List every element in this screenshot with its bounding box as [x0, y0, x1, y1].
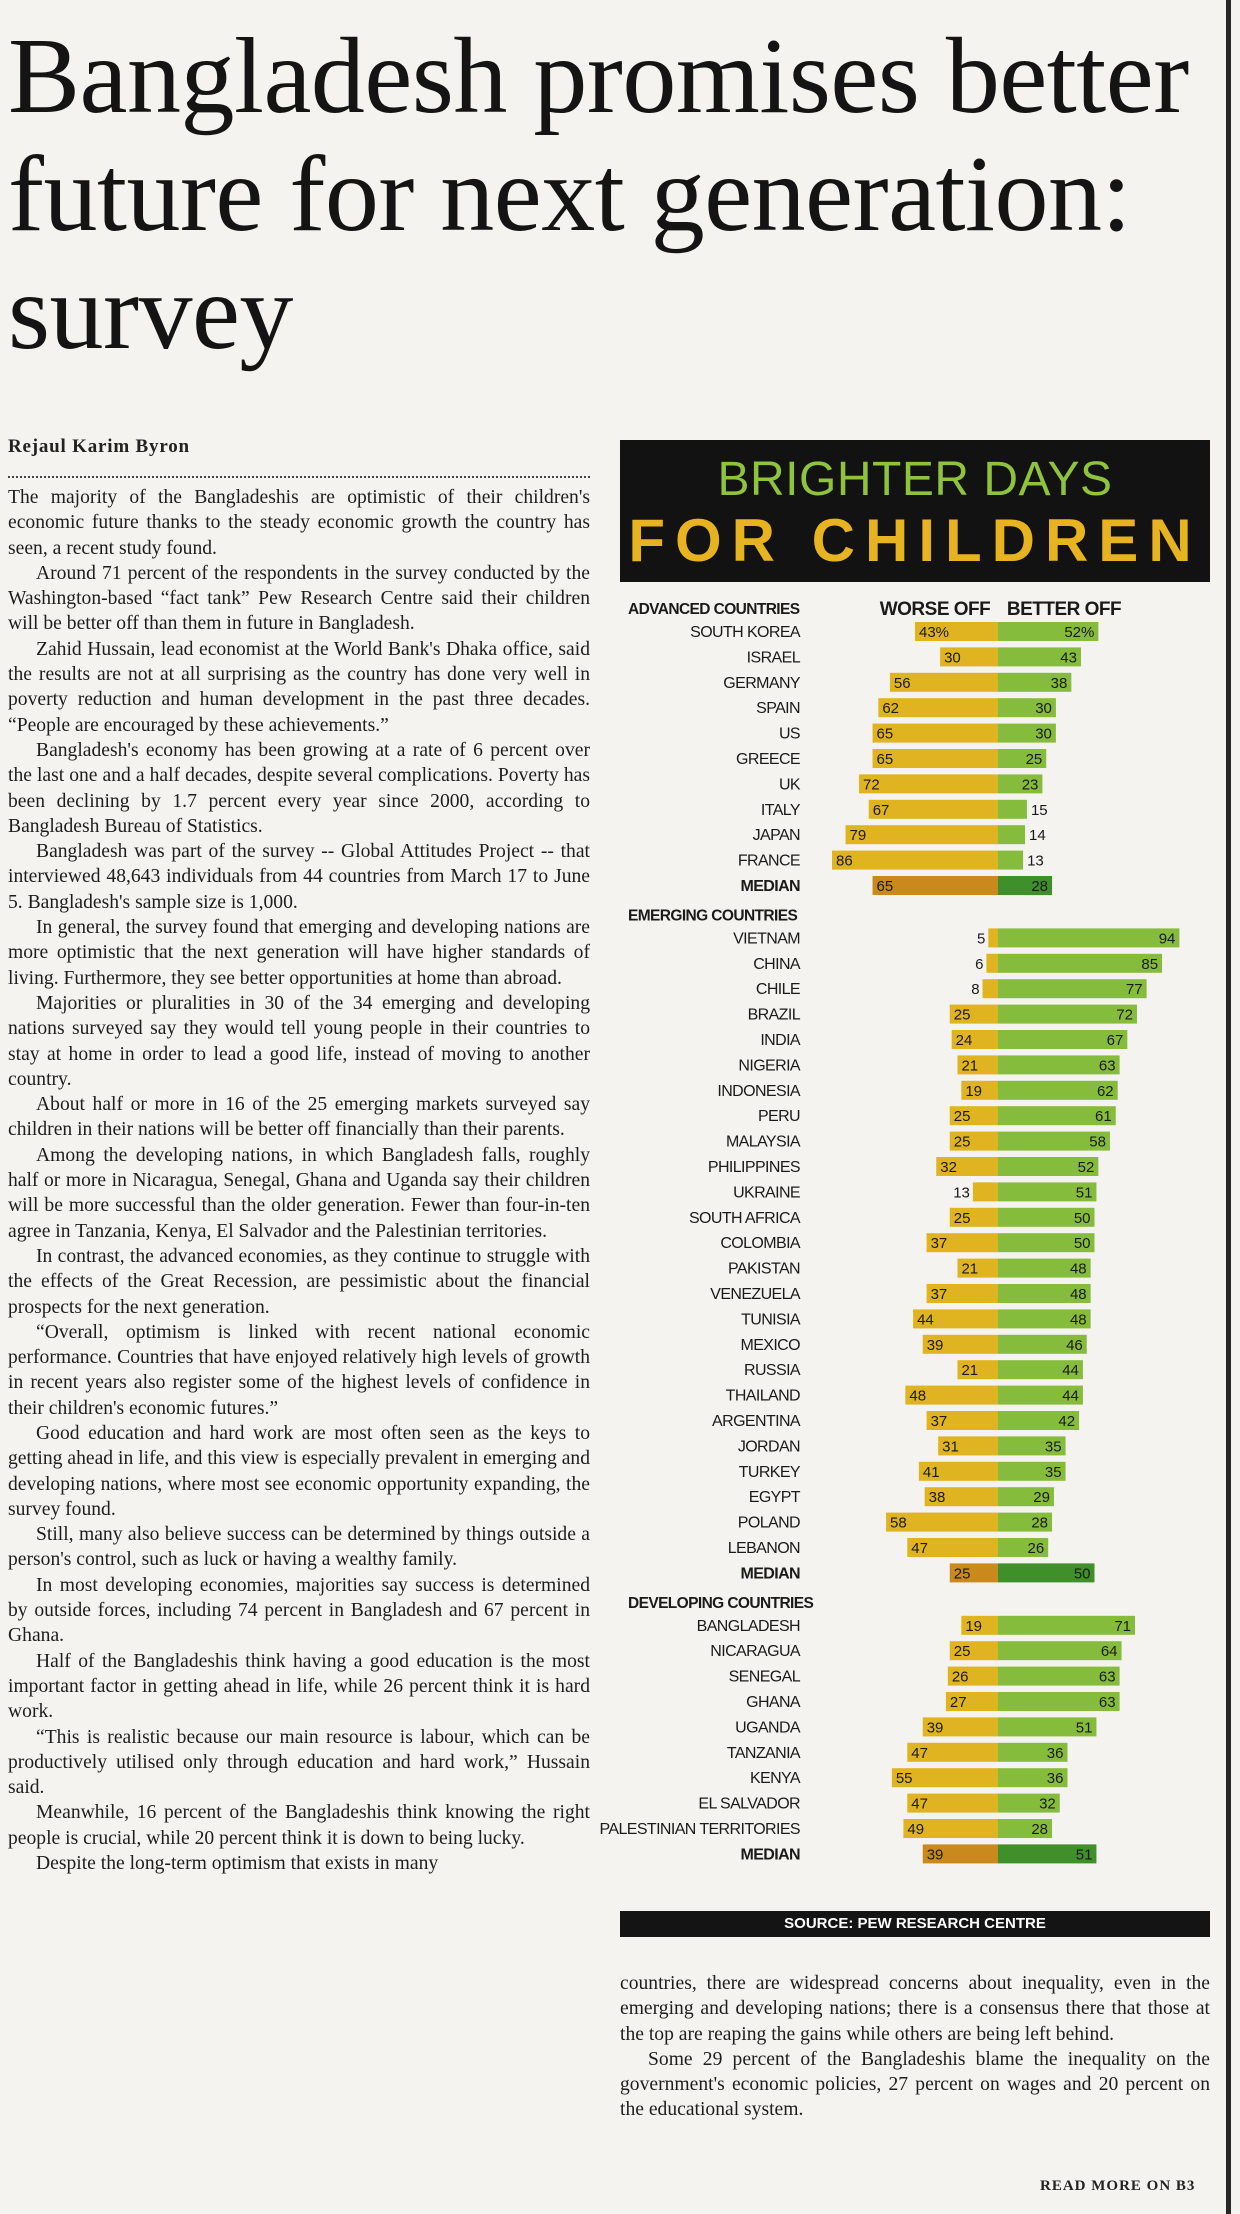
better-off-value: 48 — [1069, 1286, 1087, 1303]
better-off-value: 50 — [1073, 1565, 1091, 1583]
country-label: RUSSIA — [744, 1362, 800, 1380]
worse-off-value: 39 — [926, 1336, 944, 1354]
better-off-bar — [998, 851, 1023, 870]
better-off-bar — [998, 800, 1027, 819]
worse-off-value: 37 — [930, 1235, 948, 1253]
read-more-link[interactable]: READ MORE ON B3 — [1040, 2178, 1196, 2194]
worse-off-value: 21 — [961, 1057, 979, 1075]
better-off-bar — [998, 928, 1179, 947]
country-label: UK — [778, 776, 800, 794]
survey-bar-chart — [599, 590, 1210, 1908]
worse-off-value: 79 — [849, 827, 867, 845]
worse-off-value: 19 — [965, 1617, 983, 1635]
median-label: MEDIAN — [740, 878, 800, 895]
article-paragraph: Around 71 percent of the respondents in the survey conducted by the Washington-based “fact tank” Pew Research Centre said their children will be better off than them in future in Bangladesh. — [8, 562, 590, 635]
better-off-value: 46 — [1066, 1336, 1083, 1354]
country-label: INDIA — [760, 1032, 800, 1049]
worse-off-value: 41 — [922, 1463, 940, 1481]
better-off-value: 36 — [1046, 1770, 1064, 1788]
worse-off-value: 49 — [907, 1821, 925, 1838]
article-paragraph: “This is realistic because our main resource is labour, which can be productively utilised only through education and hard work,” Hussain said. — [8, 1726, 590, 1799]
article-column-left — [8, 485, 590, 1876]
country-label: PHILIPPINES — [707, 1159, 800, 1176]
better-off-value: 28 — [1031, 1821, 1049, 1838]
article-paragraph: Meanwhile, 16 percent of the Bangladeshis think knowing the right people is crucial, while 20 percent think it is down to being lucky. — [8, 1802, 590, 1849]
better-off-value: 30 — [1035, 725, 1052, 743]
group-heading: DEVELOPING COUNTRIES — [628, 1594, 814, 1612]
article-paragraph: In most developing economies, majorities say success is determined by outside forces, including 74 percent in Bangladesh and 67 percent in Ghana. — [8, 1574, 590, 1647]
better-off-value: 51 — [1075, 1846, 1093, 1864]
country-label: ITALY — [760, 801, 800, 819]
worse-off-value: 25 — [953, 1133, 971, 1151]
better-off-value: 43 — [1060, 649, 1077, 667]
better-off-value: 13 — [1027, 852, 1044, 870]
worse-off-value: 48 — [909, 1387, 927, 1405]
better-off-value: 77 — [1125, 981, 1143, 999]
worse-off-value: 65 — [876, 751, 894, 768]
country-label: GREECE — [736, 751, 800, 768]
country-label: TUNISIA — [741, 1311, 800, 1329]
country-label: UKRAINE — [733, 1184, 800, 1202]
better-off-value: 48 — [1069, 1311, 1087, 1329]
worse-off-bar — [973, 1182, 998, 1201]
country-label: GHANA — [746, 1694, 800, 1711]
better-off-value: 32 — [1039, 1795, 1056, 1813]
worse-off-value: 47 — [911, 1744, 928, 1762]
better-off-value: 51 — [1075, 1184, 1093, 1202]
country-label: VIETNAM — [733, 930, 800, 948]
article-paragraph: Among the developing nations, in which Bangladesh falls, roughly half or more in Nicaragua, Senegal, Ghana and Uganda say their children will be more successful than the older generation. Fewer than four-in-ten agree in Tanzania, Kenya, El Salvador and the Palestinian territories. — [8, 1144, 590, 1242]
median-label: MEDIAN — [740, 1565, 800, 1583]
better-off-value: 42 — [1058, 1413, 1076, 1430]
worse-off-value: 6 — [975, 955, 984, 973]
article-paragraph: Some 29 percent of the Bangladeshis blame the inequality on the government's economic policies, 27 percent on wages and 20 percent on the educational system. — [620, 2048, 1210, 2121]
better-off-value: 14 — [1029, 827, 1046, 845]
country-label: SOUTH KOREA — [690, 624, 800, 641]
worse-off-value: 37 — [930, 1286, 948, 1303]
country-label: PALESTINIAN TERRITORIES — [599, 1821, 800, 1838]
better-off-bar — [998, 825, 1025, 844]
better-off-value: 23 — [1021, 776, 1039, 794]
column-rule — [1226, 0, 1231, 2214]
worse-off-bar — [983, 979, 998, 998]
better-off-value: 51 — [1075, 1719, 1093, 1737]
better-off-value: 63 — [1098, 1694, 1116, 1711]
better-off-value: 44 — [1062, 1362, 1079, 1380]
better-off-value: 28 — [1031, 1514, 1049, 1532]
worse-off-bar — [986, 954, 998, 973]
article-paragraph: countries, there are widespread concerns about inequality, even in the emerging and developing nations; there is a consensus there that those at the top are reaping the gains while others are being left behind. — [620, 1973, 1210, 2045]
country-label: MALAYSIA — [725, 1133, 800, 1151]
better-off-value: 50 — [1073, 1235, 1091, 1253]
better-off-value: 36 — [1046, 1744, 1064, 1762]
worse-off-value: 86 — [836, 852, 853, 870]
better-off-value: 58 — [1089, 1133, 1106, 1151]
worse-off-value: 32 — [940, 1159, 957, 1176]
better-off-value: 61 — [1095, 1108, 1112, 1126]
headline: Bangladesh promises better future for next generation: survey — [8, 17, 1189, 372]
chart-title-banner — [620, 440, 1210, 582]
country-label: GERMANY — [723, 674, 800, 692]
worse-off-bar — [846, 825, 998, 844]
country-label: EL SALVADOR — [698, 1795, 800, 1813]
better-off-value: 25 — [1025, 751, 1043, 768]
worse-off-value: 37 — [930, 1413, 948, 1430]
better-off-value: 62 — [1096, 1082, 1114, 1100]
worse-off-value: 8 — [971, 981, 980, 999]
better-off-value: 44 — [1062, 1387, 1079, 1405]
better-off-value: 35 — [1044, 1438, 1062, 1456]
country-label: ISRAEL — [746, 649, 800, 667]
better-off-bar — [998, 979, 1147, 998]
country-label: US — [778, 725, 800, 743]
better-off-value: 38 — [1050, 674, 1068, 692]
better-off-value: 52 — [1077, 1159, 1095, 1176]
article-paragraph: Good education and hard work are most often seen as the keys to getting ahead in life, and this view is especially prevalent in emerging and developing nations, where most see economic opportunity expanding, the survey found. — [8, 1422, 590, 1520]
better-off-value: 26 — [1027, 1540, 1045, 1557]
country-label: SPAIN — [756, 700, 800, 718]
worse-off-value: 65 — [876, 725, 894, 743]
worse-off-value: 62 — [882, 700, 900, 718]
worse-off-bar — [832, 851, 998, 870]
article-paragraph: The majority of the Bangladeshis are optimistic of their children's economic future thanks to the steady economic growth the country has seen, a recent study found. — [8, 487, 590, 559]
chart-title-line-2: FOR CHILDREN — [628, 507, 1202, 574]
worse-off-value: 27 — [949, 1694, 967, 1711]
worse-off-value: 24 — [955, 1032, 973, 1049]
article-paragraph: In general, the survey found that emerging and developing nations are more optimistic that the next generation will have higher standards of living. Furthermore, they see better opportunities at home than abroad. — [8, 917, 590, 989]
better-off-value: 35 — [1044, 1463, 1062, 1481]
country-label: JORDAN — [737, 1438, 800, 1456]
worse-off-bar — [859, 774, 998, 793]
median-label: MEDIAN — [740, 1846, 800, 1864]
worse-off-value: 31 — [942, 1438, 959, 1456]
worse-off-value: 56 — [893, 674, 911, 692]
worse-off-value: 65 — [876, 878, 894, 895]
better-off-value: 67 — [1106, 1032, 1124, 1049]
better-off-value: 48 — [1069, 1260, 1087, 1278]
country-label: LEBANON — [727, 1540, 800, 1557]
worse-off-value: 25 — [953, 1565, 971, 1583]
byline-divider — [8, 476, 590, 478]
country-label: TANZANIA — [726, 1744, 800, 1762]
chart-title-line-1: BRIGHTER DAYS — [717, 453, 1113, 506]
country-label: CHINA — [753, 955, 800, 973]
country-label: MEXICO — [740, 1336, 800, 1354]
worse-off-value: 30 — [944, 649, 961, 667]
better-off-value: 94 — [1158, 930, 1176, 948]
better-off-bar — [998, 954, 1162, 973]
article-paragraph: Half of the Bangladeshis think having a good education is the most important factor in getting ahead in life, while 26 percent think it is hard work. — [8, 1650, 590, 1723]
country-label: CHILE — [755, 981, 800, 999]
worse-off-value: 25 — [953, 1108, 971, 1126]
country-label: COLOMBIA — [720, 1235, 800, 1253]
country-label: TURKEY — [738, 1463, 800, 1481]
country-label: SOUTH AFRICA — [688, 1209, 800, 1227]
country-label: THAILAND — [725, 1387, 800, 1405]
better-off-value: 30 — [1035, 700, 1052, 718]
article-paragraph: Bangladesh was part of the survey -- Global Attitudes Project -- that interviewed 48,643 individuals from 44 countries from March 17 to June 5. Bangladesh's sample size is 1,000. — [8, 841, 590, 913]
article-paragraph: Zahid Hussain, lead economist at the World Bank's Dhaka office, said the results are not at all surprising as the country has done very well in poverty reduction and human development in the past three decades. “People are encouraged by these achievements.” — [8, 638, 590, 736]
country-label: PERU — [757, 1108, 800, 1126]
article-paragraph: Majorities or pluralities in 30 of the 34 emerging and developing nations surveyed say they would tell young people in their countries to stay at home in order to lead a good life, instead of moving to another country. — [8, 992, 590, 1090]
worse-off-value: 47 — [911, 1795, 928, 1813]
worse-off-value: 5 — [977, 930, 986, 948]
worse-off-value: 25 — [953, 1209, 971, 1227]
worse-off-value: 72 — [863, 776, 880, 794]
worse-off-value: 67 — [872, 801, 890, 819]
article-paragraph: “Overall, optimism is linked with recent national economic performance. Countries that have enjoyed relatively high levels of growth in recent years also register some of the highest levels of confidence in their children's economic futures.” — [8, 1321, 590, 1419]
worse-off-value: 47 — [911, 1540, 928, 1557]
worse-off-value: 25 — [953, 1643, 971, 1661]
article-paragraph: In contrast, the advanced economies, as they continue to struggle with the effects of the Great Recession, are pessimistic about the financial prospects for the next generation. — [8, 1245, 590, 1318]
better-off-value: 50 — [1073, 1209, 1091, 1227]
better-off-value: 85 — [1141, 955, 1159, 973]
article-paragraph: Despite the long-term optimism that exists in many — [36, 1853, 439, 1875]
worse-off-value: 21 — [961, 1362, 979, 1380]
country-label: BANGLADESH — [696, 1617, 800, 1635]
article-paragraph: Bangladesh's economy has been growing at a rate of 6 percent over the last one and a half decades, despite several complications. Poverty has been declining by 1.7 percent every year since 2000, according to Bangladesh Bureau of Statistics. — [8, 739, 590, 837]
country-label: JAPAN — [752, 827, 800, 845]
article-paragraph: About half or more in 16 of the 25 emerging markets surveyed say children in their nations will be better off financially than their parents. — [8, 1094, 590, 1141]
article-column-right — [620, 1971, 1210, 2123]
worse-off-value: 21 — [961, 1260, 979, 1278]
better-off-value: 64 — [1100, 1643, 1118, 1661]
worse-off-value: 39 — [926, 1719, 944, 1737]
better-off-header: BETTER OFF — [1006, 599, 1122, 620]
country-label: INDONESIA — [717, 1082, 800, 1100]
article-paragraph: Still, many also believe success can be determined by things outside a person's control, such as luck or having a wealthy family. — [8, 1524, 590, 1571]
group-heading: ADVANCED COUNTRIES — [628, 601, 800, 618]
country-label: KENYA — [749, 1770, 800, 1788]
country-label: FRANCE — [737, 852, 800, 870]
chart-source: SOURCE: PEW RESEARCH CENTRE — [620, 1911, 1210, 1937]
better-off-value: 29 — [1033, 1489, 1050, 1507]
country-label: BRAZIL — [747, 1006, 800, 1024]
better-off-value: 52% — [1064, 624, 1095, 641]
country-label: NIGERIA — [738, 1057, 800, 1075]
better-off-value: 15 — [1030, 801, 1048, 819]
better-off-value: 28 — [1031, 878, 1049, 895]
byline: Rejaul Karim Byron — [8, 436, 190, 457]
worse-off-value: 58 — [890, 1514, 907, 1532]
country-label: ARGENTINA — [712, 1413, 800, 1430]
worse-off-value: 44 — [917, 1311, 934, 1329]
worse-off-value: 25 — [953, 1006, 971, 1024]
worse-off-bar — [988, 928, 998, 947]
country-label: SENEGAL — [728, 1668, 800, 1686]
better-off-value: 63 — [1098, 1668, 1116, 1686]
country-label: EGYPT — [748, 1489, 800, 1507]
group-heading: EMERGING COUNTRIES — [628, 907, 798, 925]
better-off-value: 63 — [1098, 1057, 1116, 1075]
worse-off-value: 13 — [953, 1184, 970, 1202]
worse-off-value: 39 — [926, 1846, 944, 1864]
worse-off-value: 43% — [919, 624, 950, 641]
country-label: UGANDA — [735, 1719, 800, 1737]
worse-off-value: 55 — [895, 1770, 913, 1788]
country-label: PAKISTAN — [728, 1260, 800, 1278]
country-label: POLAND — [737, 1514, 800, 1532]
worse-off-value: 38 — [928, 1489, 946, 1507]
country-label: VENEZUELA — [710, 1286, 800, 1303]
worse-off-value: 19 — [965, 1082, 983, 1100]
worse-off-header: WORSE OFF — [879, 599, 991, 620]
better-off-value: 71 — [1114, 1617, 1132, 1635]
better-off-value: 72 — [1116, 1006, 1133, 1024]
worse-off-value: 26 — [951, 1668, 969, 1686]
country-label: NICARAGUA — [710, 1643, 800, 1661]
